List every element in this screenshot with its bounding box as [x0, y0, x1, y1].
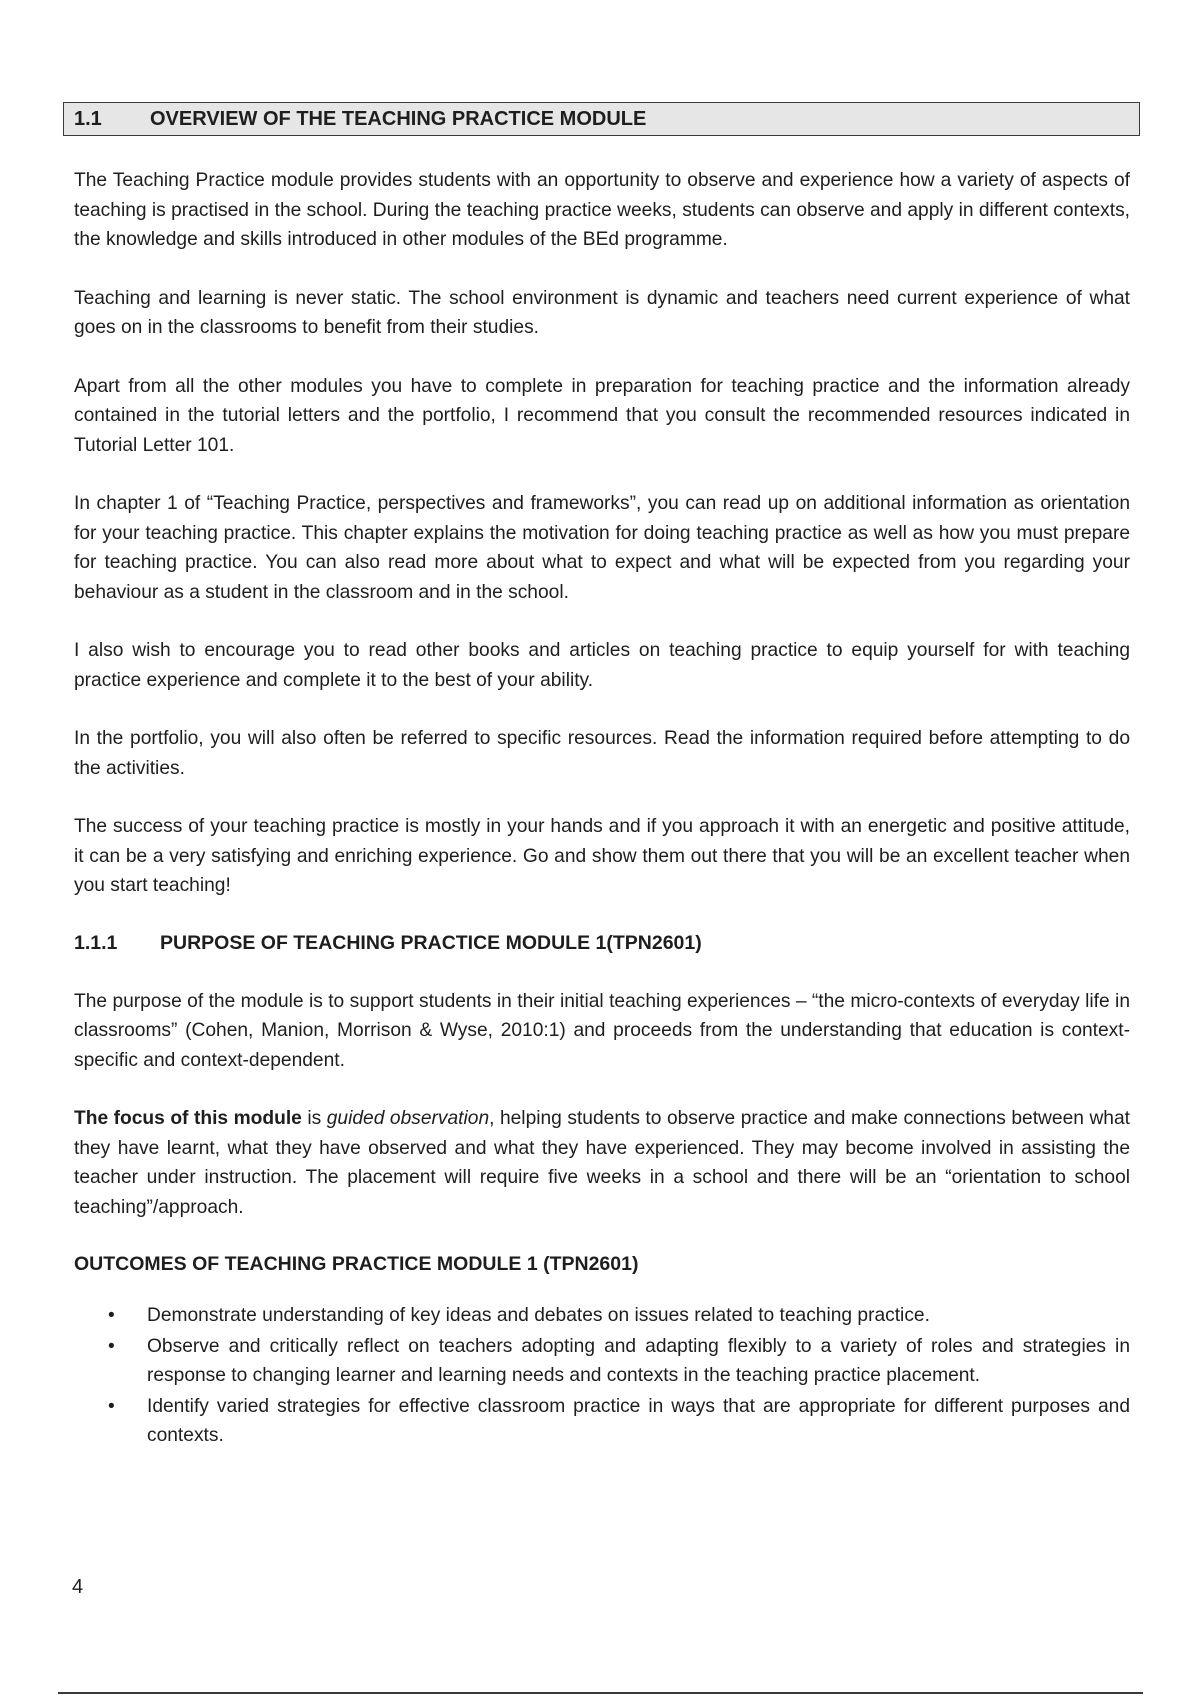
- outcome-item: [74, 1332, 1130, 1391]
- focus-term: guided observation: [326, 1108, 490, 1129]
- focus-is: is: [301, 1108, 327, 1129]
- paragraph: Apart from all the other modules you have to complete in preparation for teaching practice and the information already contained in the tutorial letters and the portfolio, I recommend that you consult the recommended resources indicated in Tutorial Letter 101.: [74, 375, 1130, 456]
- bullet-icon: •: [108, 1395, 115, 1417]
- focus-rest: , helping students to observe practice and make connections between what they have learnt, what they have observed and what they have experienced. They may become involved in assisting the teacher under instruction. The placement will require five weeks in a school and there will be an “orientation to school teaching”/approach.: [74, 1108, 1130, 1218]
- outcome-text: Observe and critically reflect on teachers adopting and adapting flexibly to a variety of roles and strategies in response to changing learner and learning needs and contexts in the teaching practice placement.: [147, 1335, 1130, 1386]
- subsection-number: 1.1.1: [74, 931, 118, 954]
- focus-lead: The focus of this module: [74, 1108, 302, 1129]
- outcomes-list: [74, 1301, 1130, 1451]
- outcome-text: Identify varied strategies for effective classroom practice in ways that are appropriate for different purposes and contexts.: [147, 1395, 1130, 1446]
- footer-divider: [58, 1692, 1143, 1694]
- bullet-icon: •: [108, 1305, 115, 1326]
- paragraph: In chapter 1 of “Teaching Practice, perspectives and frameworks”, you can read up on additional information as orientation for your teaching practice. This chapter explains the motivation for doing teaching practice as well as how you must prepare for teaching practice. You can also read more about what to expect and what will be expected from you regarding your behaviour as a student in the classroom and in the school.: [74, 493, 1130, 603]
- paragraph: Teaching and learning is never static. The school environment is dynamic and teachers need current experience of what goes on in the classrooms to benefit from their studies.: [74, 287, 1130, 338]
- section-heading: [63, 102, 1140, 136]
- subsection-title: PURPOSE OF TEACHING PRACTICE MODULE 1(TPN2601): [160, 931, 702, 954]
- paragraph: In the portfolio, you will also often be referred to specific resources. Read the information required before attempting to do the activities.: [74, 728, 1130, 779]
- page-number: 4: [72, 1576, 84, 1598]
- paragraph: The success of your teaching practice is mostly in your hands and if you approach it with an energetic and positive attitude, it can be a very satisfying and enriching experience. Go and show them out there that you will be an excellent teacher when you start teaching!: [74, 816, 1130, 896]
- section-title: OVERVIEW OF THE TEACHING PRACTICE MODULE: [150, 107, 647, 130]
- outcome-text: Demonstrate understanding of key ideas and debates on issues related to teaching practice.: [147, 1305, 930, 1326]
- bullet-icon: •: [108, 1335, 115, 1357]
- outcome-item: [74, 1301, 1130, 1331]
- purpose-paragraph: The purpose of the module is to support students in their initial teaching experiences – “the micro-contexts of everyday life in classrooms” (Cohen, Manion, Morrison & Wyse, 2010:1) and proceeds from the understanding that education is context-specific and context-dependent.: [74, 990, 1130, 1071]
- document-body: [74, 166, 1130, 1452]
- paragraph: I also wish to encourage you to read other books and articles on teaching practice to equip yourself for with teaching practice experience and complete it to the best of your ability.: [74, 640, 1130, 691]
- outcome-item: [74, 1392, 1130, 1451]
- focus-paragraph: [74, 1104, 1130, 1222]
- paragraph: The Teaching Practice module provides students with an opportunity to observe and experience how a variety of aspects of teaching is practised in the school. During the teaching practice weeks, students can observe and apply in different contexts, the knowledge and skills introduced in other modules of the BEd programme.: [74, 170, 1130, 250]
- section-number: 1.1: [74, 107, 102, 130]
- subsection-heading: [74, 930, 1130, 956]
- outcomes-heading: OUTCOMES OF TEACHING PRACTICE MODULE 1 (TPN2601): [74, 1253, 639, 1275]
